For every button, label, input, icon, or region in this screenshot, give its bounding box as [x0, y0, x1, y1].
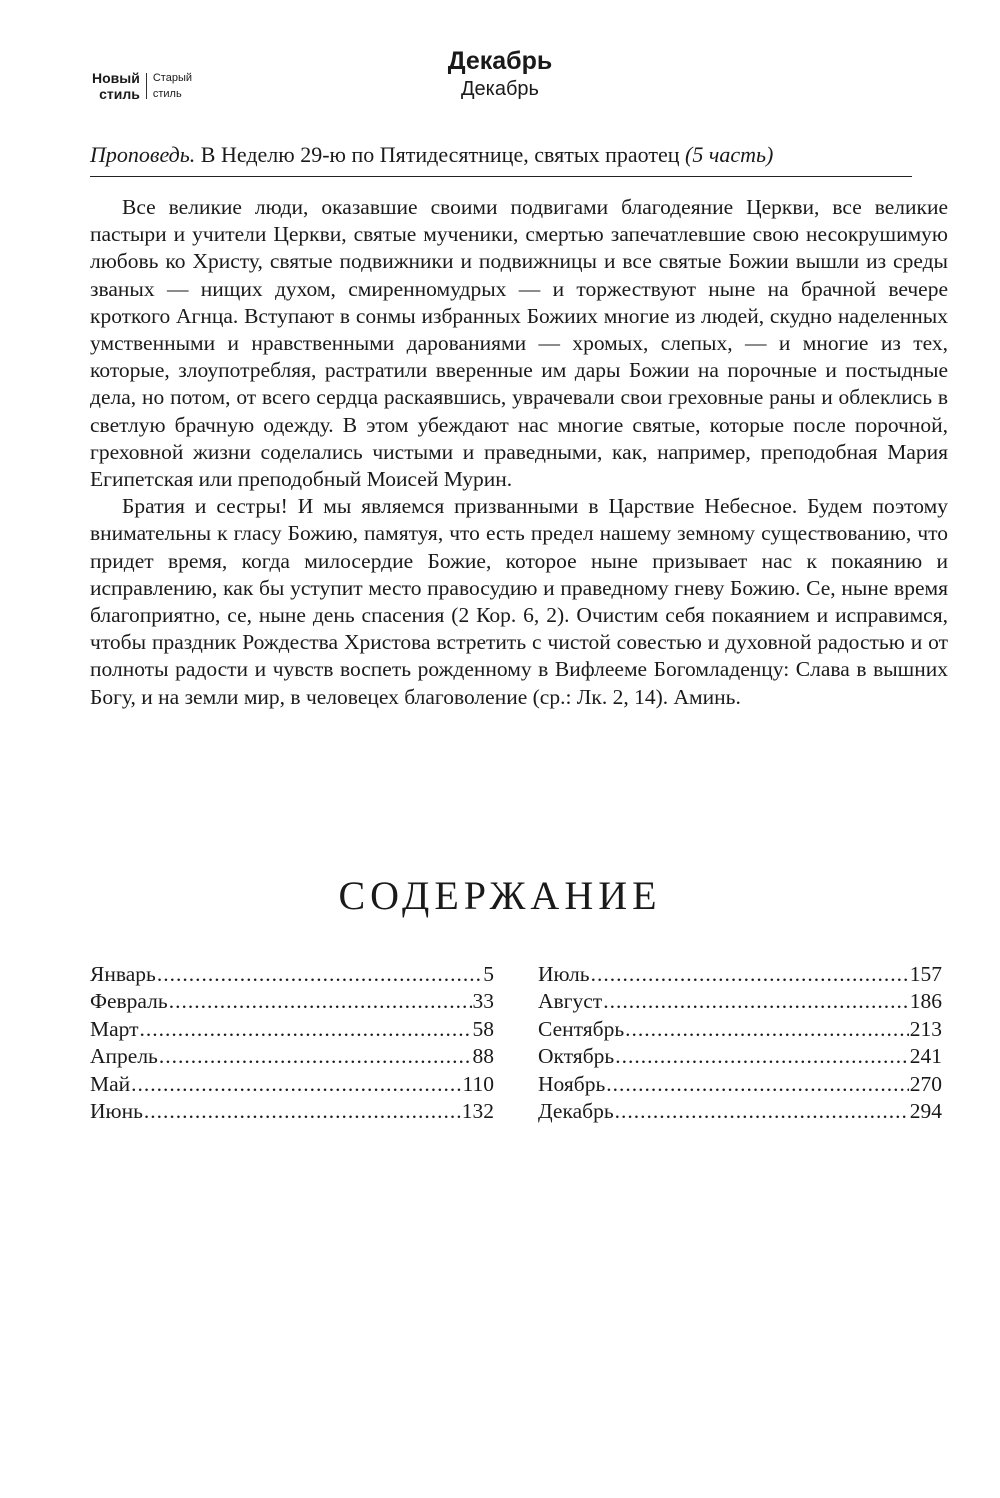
toc-entry-page: 5 [483, 962, 494, 986]
toc-entry-page: 186 [909, 989, 942, 1014]
toc-entry[interactable] [538, 1098, 942, 1125]
toc-entry[interactable] [90, 1098, 494, 1125]
toc-entry-page: 157 [909, 962, 942, 986]
toc-entry-label: Май [90, 1071, 131, 1096]
toc-entry-page: 213 [909, 1016, 942, 1041]
toc-entry-page: 88 [472, 1044, 494, 1069]
toc-entry[interactable] [538, 1016, 942, 1043]
sermon-title-prefix: Проповедь. [90, 142, 196, 167]
toc-entry-label: Февраль [90, 989, 168, 1014]
toc-entry-page: 33 [472, 989, 494, 1014]
new-style-line1: Новый [92, 70, 140, 86]
sermon-paragraph-2: Братия и сестры! И мы являемся призванными в Царствие Небесное. Будем поэтому внимательны к гласу Божию, памятуя, что есть предел нашему земному существованию, что придет время, когда милосердие Божие, которое ныне призывает нас к покаянию и исправлению, как бы уступит место правосудию и праведному гневу Божию. Се, ныне время благоприятно, се, ныне день спасения (2 Кор. 6, 2). Очистим себя покаянием и исправимся, чтобы праздник Рождества Христова встретить с чистой совестью и духовной радостью и от полноты радости и чувств воспеть рожденному в Вифлееме Богомладенцу: Слава в вышних Богу, и на земли мир, в человецех благоволение (ср.: Лк. 2, 14). Аминь. [90, 494, 948, 709]
toc-leader-dots [591, 961, 909, 988]
toc-leader-dots [625, 1016, 909, 1043]
toc-entry[interactable] [538, 1043, 942, 1070]
old-style-line1: Старый [152, 72, 192, 84]
toc-entry-page: 241 [909, 1044, 942, 1069]
toc-leader-dots [159, 1043, 472, 1070]
new-style-line2: стиль [99, 86, 140, 102]
toc-entry-label: Март [90, 1016, 139, 1041]
toc-entry[interactable] [90, 1071, 494, 1098]
title-divider [90, 176, 912, 177]
sermon-title-main: В Неделю 29-ю по Пятидесятнице, святых праотец [195, 142, 686, 167]
toc-entry-label: Январь [90, 962, 156, 986]
toc-right-column [538, 961, 942, 1125]
toc-entry[interactable] [538, 961, 942, 988]
toc-entry[interactable] [90, 1043, 494, 1070]
toc-leader-dots [615, 1043, 909, 1070]
toc-entry-label: Июль [538, 962, 590, 986]
toc-heading: СОДЕРЖАНИЕ [338, 873, 662, 918]
toc-entry-page: 270 [909, 1071, 942, 1096]
toc-entry-label: Сентябрь [538, 1016, 625, 1041]
toc-entry-label: Июнь [90, 1099, 143, 1124]
toc-entry-label: Апрель [90, 1044, 158, 1069]
toc-leader-dots [131, 1071, 461, 1098]
month-new-style: Декабрь [447, 47, 553, 75]
sermon-title [90, 141, 910, 169]
toc-entry[interactable] [538, 988, 942, 1015]
toc-leader-dots [169, 988, 472, 1015]
toc-entry-page: 110 [462, 1071, 494, 1096]
month-old-style: Декабрь [461, 78, 539, 100]
toc-entry-label: Август [538, 989, 603, 1014]
sermon-title-part: (5 часть) [685, 142, 774, 167]
month-header [0, 46, 1000, 102]
toc-entry-label: Октябрь [538, 1044, 615, 1069]
toc-leader-dots [606, 1071, 908, 1098]
toc-leader-dots [615, 1098, 909, 1125]
sermon-body [90, 194, 948, 711]
toc-entry-page: 58 [472, 1016, 494, 1041]
toc-entry-page: 294 [909, 1099, 942, 1124]
toc-entry-label: Ноябрь [538, 1071, 606, 1096]
toc-entry[interactable] [90, 961, 494, 988]
toc-entry[interactable] [538, 1071, 942, 1098]
toc-entry[interactable] [90, 988, 494, 1015]
toc-entry-label: Декабрь [538, 1099, 614, 1124]
toc-left-column [90, 961, 494, 1125]
toc-leader-dots [140, 1016, 472, 1043]
old-style-line2: стиль [152, 88, 182, 100]
toc-entry-page: 132 [461, 1099, 494, 1124]
sermon-paragraph-1: Все великие люди, оказавшие своими подвигами благодеяние Церкви, все великие пастыри и учители Церкви, святые мученики, смертью запечатлевшие свою несокрушимую любовь ко Христу, святые подвижники и подвижницы и все святые Божии вышли из среды званых — нищих духом, смиренномудрых — и торжествуют ныне на брачной вечере кроткого Агнца. Вступают в сонмы избранных Божиих многие из людей, скудно наделенных умственными и нравственными дарованиями — хромых, слепых, — и многие из тех, которые, злоупотребляя, растратили вверенные им дары Божии на порочные и постыдные дела, но потом, от всего сердца раскаявшись, уврачевали свои греховные раны и облеклись в светлую брачную одежду. В этом убеждают нас многие святые, которые после порочной, греховной жизни соделались чистыми и праведными, как, например, преподобная Мария Египетская или преподобный Моисей Мурин. [90, 195, 948, 492]
toc-entry[interactable] [90, 1016, 494, 1043]
toc-leader-dots [157, 961, 482, 988]
toc-leader-dots [603, 988, 909, 1015]
toc-leader-dots [144, 1098, 461, 1125]
